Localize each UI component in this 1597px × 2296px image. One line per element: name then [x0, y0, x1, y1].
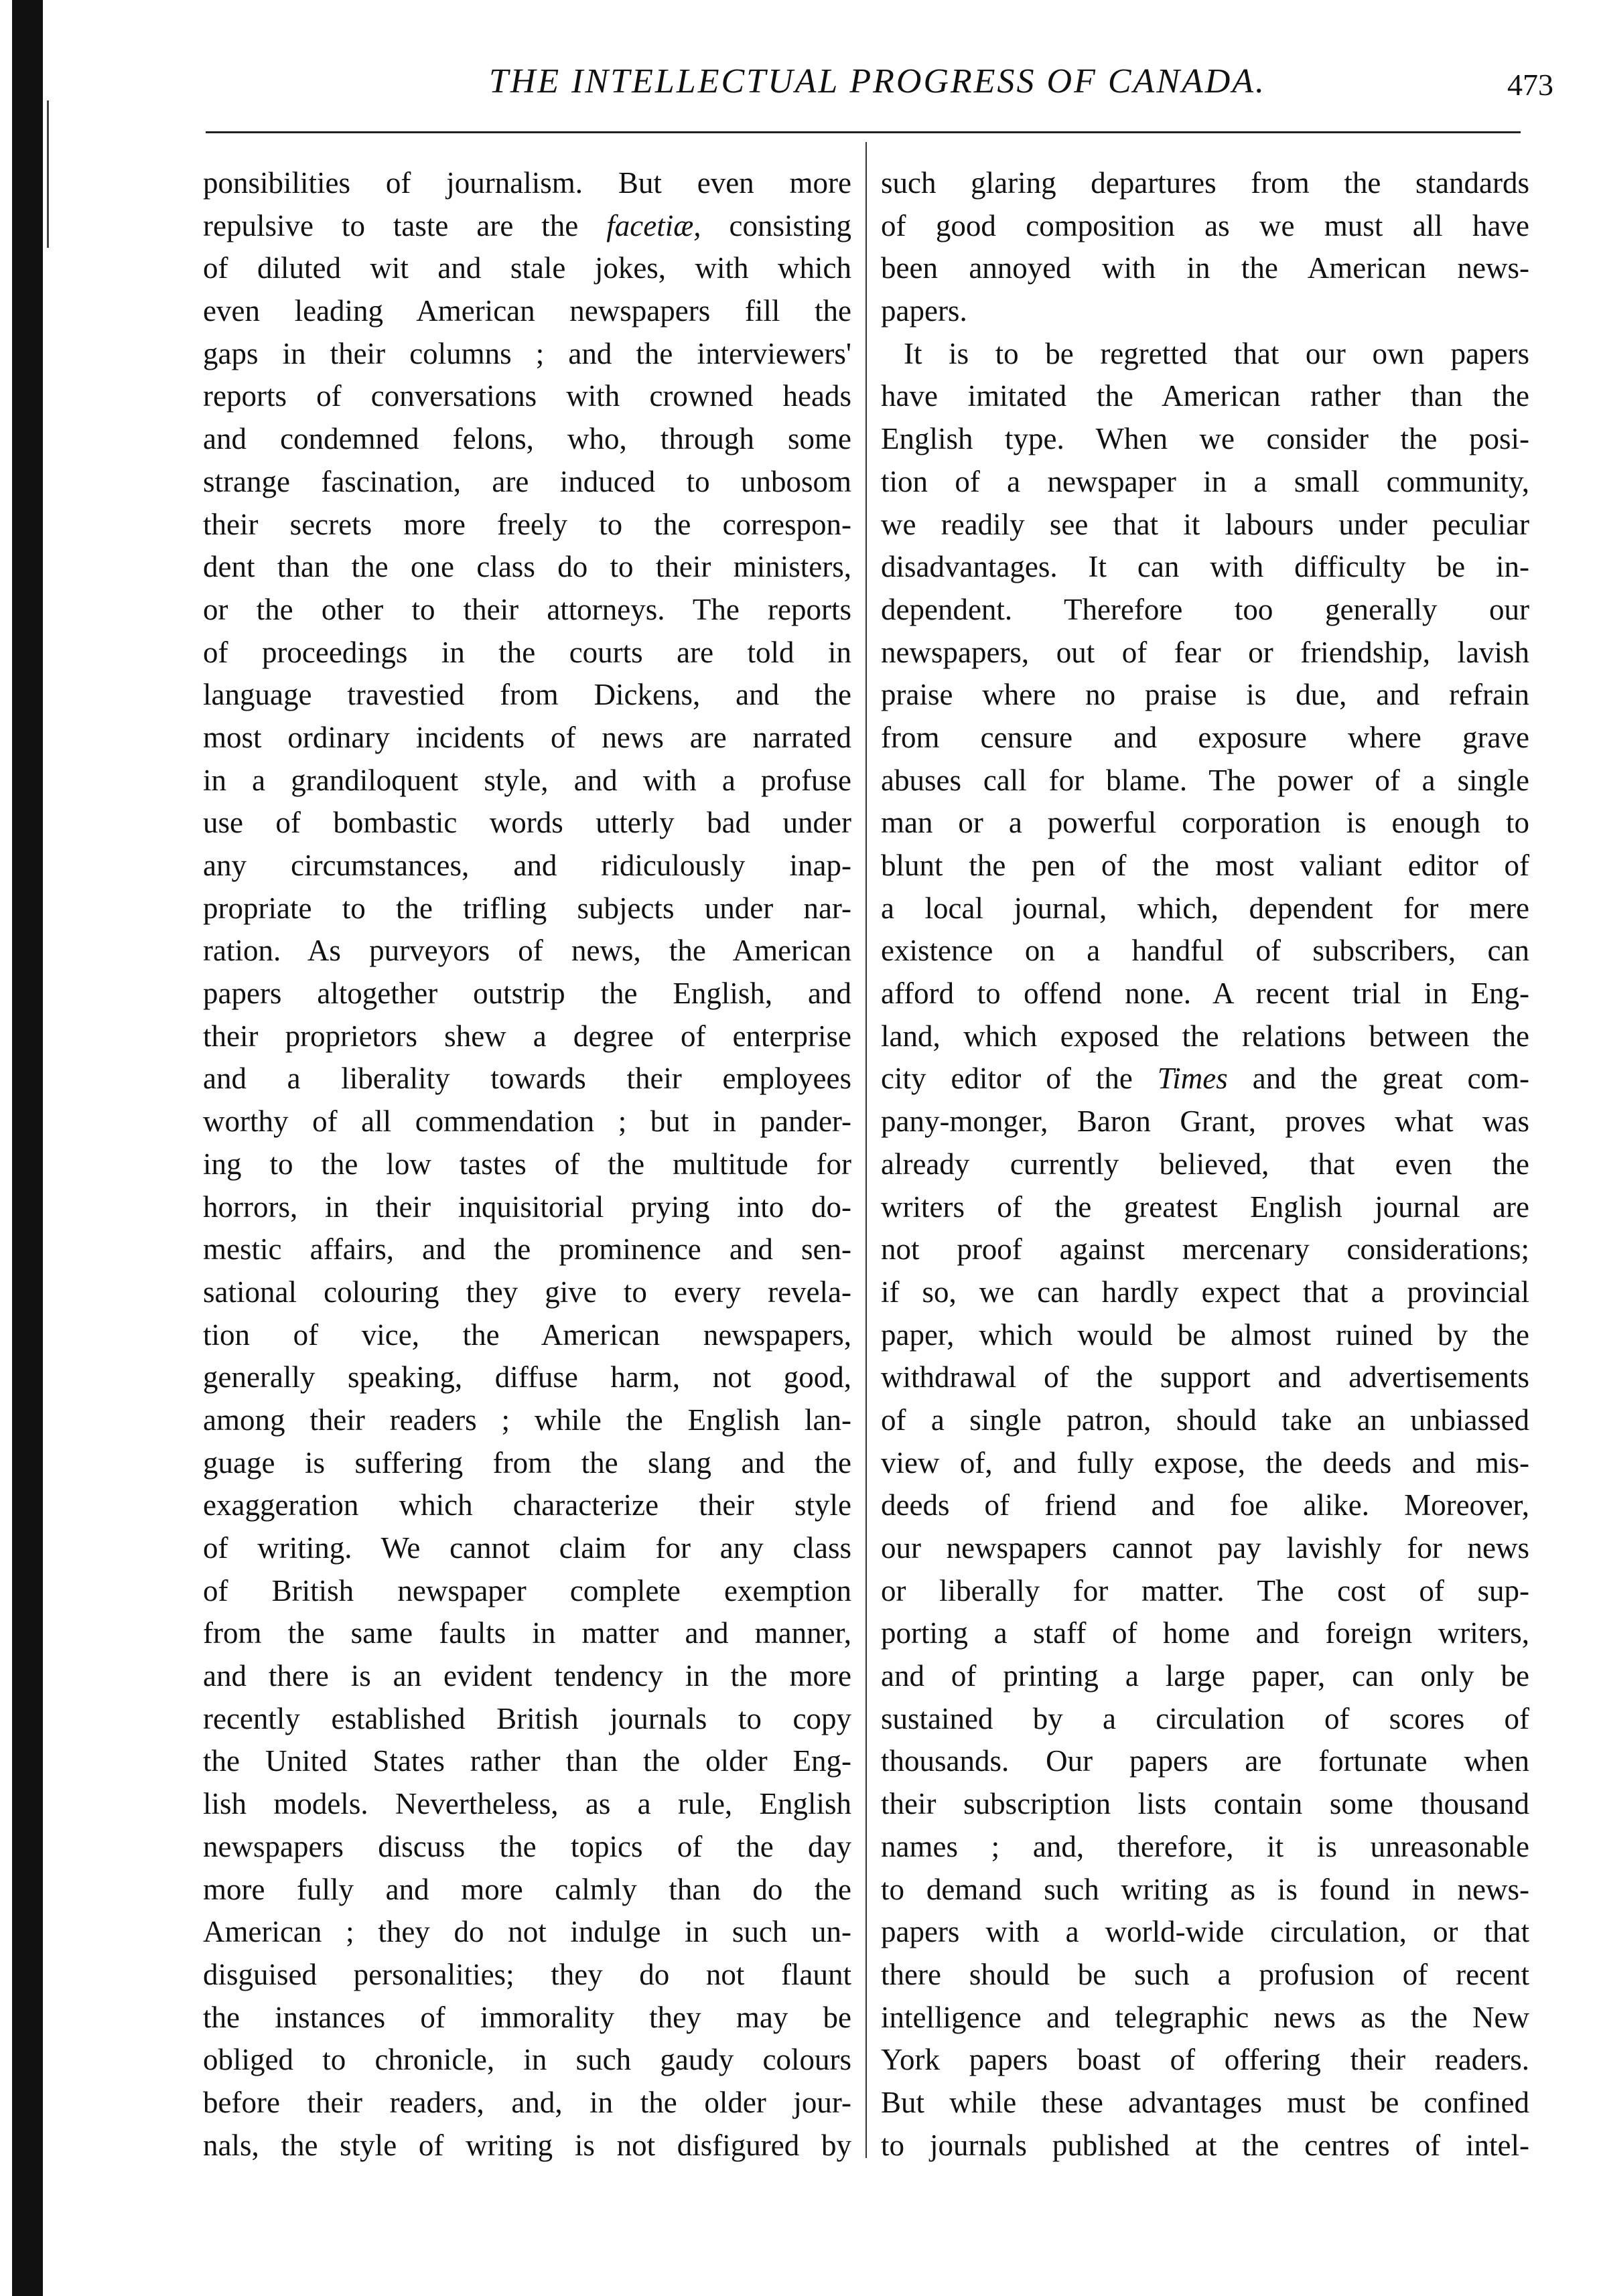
text-line: ing to the low tastes of the multitude for	[203, 1147, 851, 1181]
text-line: gaps in their columns ; and the interviewers'	[203, 336, 851, 370]
text-line: to journals published at the centres of intel-	[881, 2128, 1529, 2162]
text-line: disguised personalities; they do not flaunt	[203, 1957, 851, 1991]
text-line: papers altogether outstrip the English, and	[203, 977, 851, 1011]
text-line: or liberally for matter. The cost of sup-	[881, 1573, 1529, 1607]
text-line: and a liberality towards their employees	[203, 1062, 851, 1096]
text-line: their proprietors shew a degree of enterprise	[203, 1019, 851, 1053]
text-line: of proceedings in the courts are told in	[203, 635, 851, 669]
text-line: language travestied from Dickens, and the	[203, 678, 851, 712]
text-line: and of printing a large paper, can only be	[881, 1659, 1529, 1693]
text-line: if so, we can hardly expect that a provincial	[881, 1275, 1529, 1309]
text-line: we readily see that it labours under peculiar	[881, 507, 1529, 541]
text-line: It is to be regretted that our own papers	[904, 336, 1529, 370]
text-line: dependent. Therefore too generally our	[881, 592, 1529, 626]
text-line: nals, the style of writing is not disfigured by	[203, 2128, 851, 2162]
text-line: thousands. Our papers are fortunate when	[881, 1744, 1529, 1778]
text-line: exaggeration which characterize their style	[203, 1488, 851, 1522]
text-line: mestic affairs, and the prominence and sen-	[203, 1232, 851, 1267]
text-line: intelligence and telegraphic news as the New	[881, 2000, 1529, 2034]
text-line: from censure and exposure where grave	[881, 720, 1529, 754]
text-line: any circumstances, and ridiculously inap-	[203, 849, 851, 882]
text-line: English type. When we consider the posi-	[881, 422, 1529, 456]
text-line: use of bombastic words utterly bad under	[203, 806, 851, 840]
text-line: deeds of friend and foe alike. Moreover,	[881, 1488, 1529, 1522]
text-line: guage is suffering from the slang and the	[203, 1445, 851, 1480]
text-line: recently established British journals to copy	[203, 1701, 851, 1735]
text-line: But while these advantages must be confined	[881, 2085, 1529, 2119]
text-line: ponsibilities of journalism. But even more	[203, 166, 851, 200]
text-line: and there is an evident tendency in the more	[203, 1659, 851, 1693]
binding-shadow	[47, 100, 49, 248]
text-line: paper, which would be almost ruined by the	[881, 1317, 1529, 1352]
text-line: even leading American newspapers fill the	[203, 294, 851, 328]
text-line: of good composition as we must all have	[881, 208, 1529, 242]
text-segment: and the great com-	[1227, 1062, 1529, 1096]
text-line: existence on a handful of subscribers, can	[881, 934, 1529, 968]
text-line: already currently believed, that even the	[881, 1147, 1529, 1181]
text-line: generally speaking, diffuse harm, not good,	[203, 1360, 851, 1394]
header-rule	[206, 131, 1521, 133]
text-line: not proof against mercenary considerations;	[881, 1232, 1529, 1267]
text-line: American ; they do not indulge in such un-	[203, 1915, 851, 1949]
text-line: York papers boast of offering their readers.	[881, 2043, 1529, 2077]
text-line: their secrets more freely to the correspon-	[203, 507, 851, 541]
column-divider	[865, 142, 867, 2158]
text-line: strange fascination, are induced to unbosom	[203, 464, 851, 498]
text-line: horrors, in their inquisitorial prying into do-	[203, 1190, 851, 1224]
text-line: newspapers, out of fear or friendship, lavish	[881, 635, 1529, 669]
text-line: to demand such writing as is found in news-	[881, 1872, 1529, 1906]
text-line: in a grandiloquent style, and with a profuse	[203, 763, 851, 797]
text-line: land, which exposed the relations between the	[881, 1019, 1529, 1053]
text-line: papers with a world-wide circulation, or that	[881, 1915, 1529, 1949]
text-line: before their readers, and, in the older jour-	[203, 2085, 851, 2119]
left-column	[203, 162, 851, 2167]
text-line: tion of a newspaper in a small community,	[881, 464, 1529, 498]
text-line: of writing. We cannot claim for any class	[203, 1531, 851, 1565]
text-line: obliged to chronicle, in such gaudy colours	[203, 2043, 851, 2077]
right-column	[881, 162, 1529, 2167]
text-line: the instances of immorality they may be	[203, 2000, 851, 2034]
text-line: tion of vice, the American newspapers,	[203, 1317, 851, 1352]
italic-text: Times	[1157, 1062, 1228, 1096]
text-line: of a single patron, should take an unbiassed	[881, 1403, 1529, 1437]
text-line: withdrawal of the support and advertisements	[881, 1360, 1529, 1394]
text-line: of diluted wit and stale jokes, with which	[203, 251, 851, 285]
text-segment: city editor of the	[881, 1062, 1158, 1096]
text-line: lish models. Nevertheless, as a rule, English	[203, 1787, 851, 1821]
text-line: writers of the greatest English journal are	[881, 1190, 1529, 1224]
italic-text: facetiæ,	[606, 208, 701, 242]
text-line: from the same faults in matter and manner,	[203, 1616, 851, 1650]
text-line: such glaring departures from the standards	[881, 166, 1529, 200]
text-line: porting a staff of home and foreign writers,	[881, 1616, 1529, 1650]
text-line: there should be such a profusion of recent	[881, 1957, 1529, 1991]
text-line: praise where no praise is due, and refrain	[881, 678, 1529, 712]
text-segment: repulsive to taste are the	[203, 208, 607, 242]
text-line: among their readers ; while the English lan-	[203, 1403, 851, 1437]
text-line	[881, 1058, 1529, 1100]
text-line: afford to offend none. A recent trial in Eng-	[881, 977, 1529, 1011]
text-line: been annoyed with in the American news-	[881, 251, 1529, 285]
text-line	[203, 205, 851, 248]
text-line: our newspapers cannot pay lavishly for news	[881, 1531, 1529, 1565]
text-line: of British newspaper complete exemption	[203, 1573, 851, 1607]
text-line: newspapers discuss the topics of the day	[203, 1829, 851, 1863]
text-line: a local journal, which, dependent for mere	[881, 891, 1529, 925]
text-line: more fully and more calmly than do the	[203, 1872, 851, 1906]
text-line: papers.	[881, 294, 967, 328]
text-line: reports of conversations with crowned heads	[203, 379, 851, 413]
text-line: dent than the one class do to their ministers,	[203, 550, 851, 584]
text-line: pany-monger, Baron Grant, proves what was	[881, 1104, 1529, 1139]
text-line: the United States rather than the older Eng-	[203, 1744, 851, 1778]
text-line: most ordinary incidents of news are narrated	[203, 720, 851, 754]
text-line: worthy of all commendation ; but in pander-	[203, 1104, 851, 1139]
text-segment: consisting	[701, 208, 851, 242]
text-line: sational colouring they give to every revela-	[203, 1275, 851, 1309]
running-header: THE INTELLECTUAL PROGRESS OF CANADA.	[488, 62, 1267, 100]
text-line: man or a powerful corporation is enough to	[881, 806, 1529, 840]
text-line: or the other to their attorneys. The reports	[203, 592, 851, 626]
book-binding-edge	[12, 0, 43, 2296]
text-line: have imitated the American rather than the	[881, 379, 1529, 413]
text-line: and condemned felons, who, through some	[203, 422, 851, 456]
text-line: their subscription lists contain some thousand	[881, 1787, 1529, 1821]
text-line: names ; and, therefore, it is unreasonable	[881, 1829, 1529, 1863]
text-line: view of, and fully expose, the deeds and mis-	[881, 1445, 1529, 1480]
text-line: sustained by a circulation of scores of	[881, 1701, 1529, 1735]
text-line: ration. As purveyors of news, the American	[203, 934, 851, 968]
text-line: abuses call for blame. The power of a single	[881, 763, 1529, 797]
text-line: disadvantages. It can with difficulty be in-	[881, 550, 1529, 584]
page-number: 473	[1507, 68, 1553, 102]
text-line: propriate to the trifling subjects under nar-	[203, 891, 851, 925]
text-line: blunt the pen of the most valiant editor of	[881, 849, 1529, 882]
